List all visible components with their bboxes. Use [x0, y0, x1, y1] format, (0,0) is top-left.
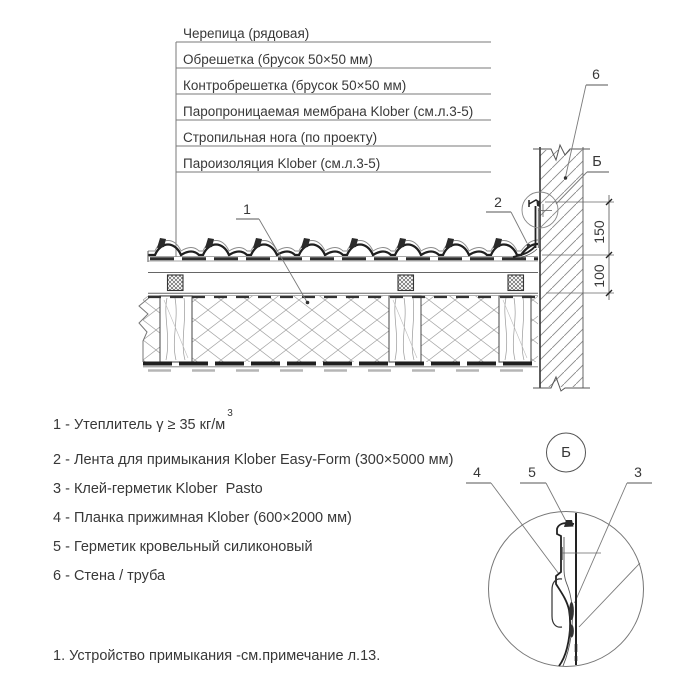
layer-label-counterbatten: Контробрешетка (брусок 50×50 мм) — [183, 78, 407, 93]
layer-label-batten: Обрешетка (брусок 50×50 мм) — [183, 52, 373, 67]
callout-insulation: 1 — [243, 201, 251, 217]
legend-item-sealant: 5 - Герметик кровельный силиконовый — [53, 539, 313, 555]
detail-title-letter: Б — [561, 444, 571, 461]
wall — [533, 145, 590, 391]
callout-plank: 4 — [473, 464, 481, 480]
counter-batten-band — [148, 273, 538, 296]
footnote: 1. Устройство примыкания -см.примечание л.13. — [53, 648, 381, 664]
detail-boundary-circle — [489, 512, 644, 667]
rafter — [160, 296, 192, 362]
callout-tape: 2 — [494, 194, 502, 210]
rafter — [389, 296, 421, 362]
legend-item-glue: 3 - Клей-герметик Klober Pasto — [53, 481, 263, 497]
insulation-layer — [139, 296, 538, 362]
legend-item-insulation — [53, 408, 233, 433]
detail-view — [489, 433, 644, 667]
view-mark-letter: Б — [592, 154, 602, 170]
layer-label-vapour: Пароизоляция Klober (см.л.3-5) — [183, 156, 381, 171]
legend-item-wall: 6 - Стена / труба — [53, 568, 166, 584]
legend-item-plank: 4 - Планка прижимная Klober (600×2000 мм) — [53, 510, 352, 526]
callout-wall: 6 — [592, 66, 600, 82]
dimension-lower: 100 — [591, 264, 607, 288]
rafter — [499, 296, 531, 362]
callout-glue: 3 — [634, 464, 642, 480]
membrane-strip — [148, 257, 538, 262]
layer-label-membrane: Паропроницаемая мембрана Klober (см.л.3-5) — [183, 104, 474, 119]
legend-item-insulation-sup: 3 — [227, 408, 233, 419]
layer-label-tile: Черепица (рядовая) — [183, 26, 310, 41]
layer-label-rafter: Стропильная нога (по проекту) — [183, 130, 378, 145]
callout-sealant: 5 — [528, 464, 536, 480]
legend-item-insulation-text: 1 - Утеплитель γ ≥ 35 кг/м — [53, 416, 226, 433]
dimension-upper: 150 — [591, 220, 607, 244]
legend-item-tape: 2 - Лента для примыкания Klober Easy-Form (300×5000 мм) — [53, 452, 454, 468]
label-leader-lines — [176, 42, 491, 257]
